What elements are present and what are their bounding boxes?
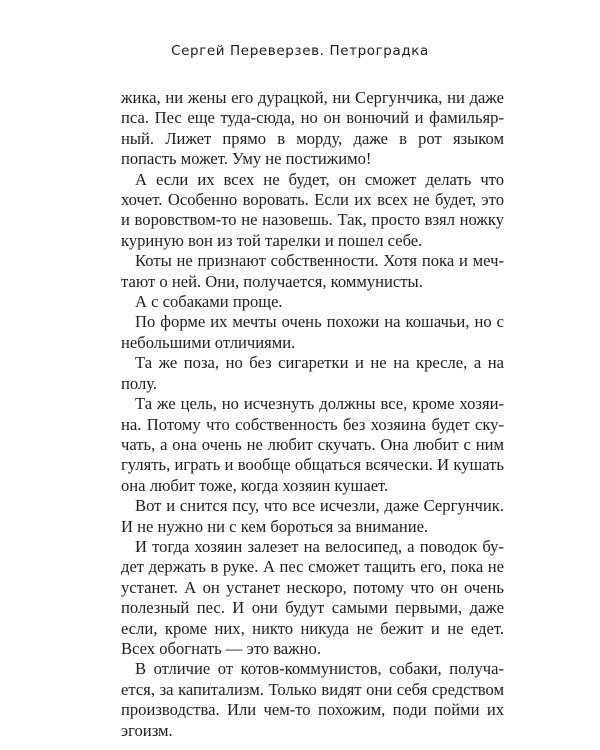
paragraph: В отличие от котов-коммунистов, собаки, получается, за капитализм. Только видят они себя средством производства. Или чем-то похожим, поди пойми их эгоизм. [121, 659, 504, 740]
paragraph: Вот и снится псу, что все исчезли, даже Сергунчик. И не нужно ни с кем бороться за внимание. [121, 496, 504, 536]
paragraph: Коты не признают собственности. Хотя пока и мечтают о ней. Они, получается, коммунисты. [121, 251, 504, 291]
paragraph: Та же цель, но исчезнуть должны все, кроме хозяина. Потому что собственность без хозяина будет скучать, а она очень не любит скучать. Она любит с ним гулять, играть и вообще общаться всячески. И кушать она любит тоже, когда хозяин кушает. [121, 394, 504, 495]
paragraph: А если их всех не будет, он сможет делать что хочет. Особенно воровать. Если их всех не будет, это и воровством-то не назовешь. Так, просто взял ножку куриную вон из той тарелки и пошел себе. [121, 169, 504, 250]
paragraph: А с собаками проще. [135, 292, 283, 312]
paragraph: И тогда хозяин залезет на велосипед, а поводок будет держать в руке. А пес сможет тащить его, пока не устанет. А он устанет нескоро, потому что он очень полезный пес. И они будут самыми первыми, даже если, кроме них, никто никуда не бежит и не едет. Всех обогнать — это важно. [121, 536, 504, 658]
paragraph: Та же поза, но без сигаретки и не на кресле, а на полу. [121, 353, 504, 393]
body-text [121, 88, 504, 741]
running-header: Сергей Переверзев. Петроградка [171, 43, 429, 59]
paragraph: По форме их мечты очень похожи на кошачьи, но с небольшими отличиями. [121, 312, 504, 352]
paragraph-continued: жика, ни жены его дурацкой, ни Сергунчика, ни даже пса. Пес еще туда-сюда, но он вонючий и фамильярный. Лижет прямо в морду, даже в рот языком попасть может. Уму не постижимо! [121, 88, 504, 169]
